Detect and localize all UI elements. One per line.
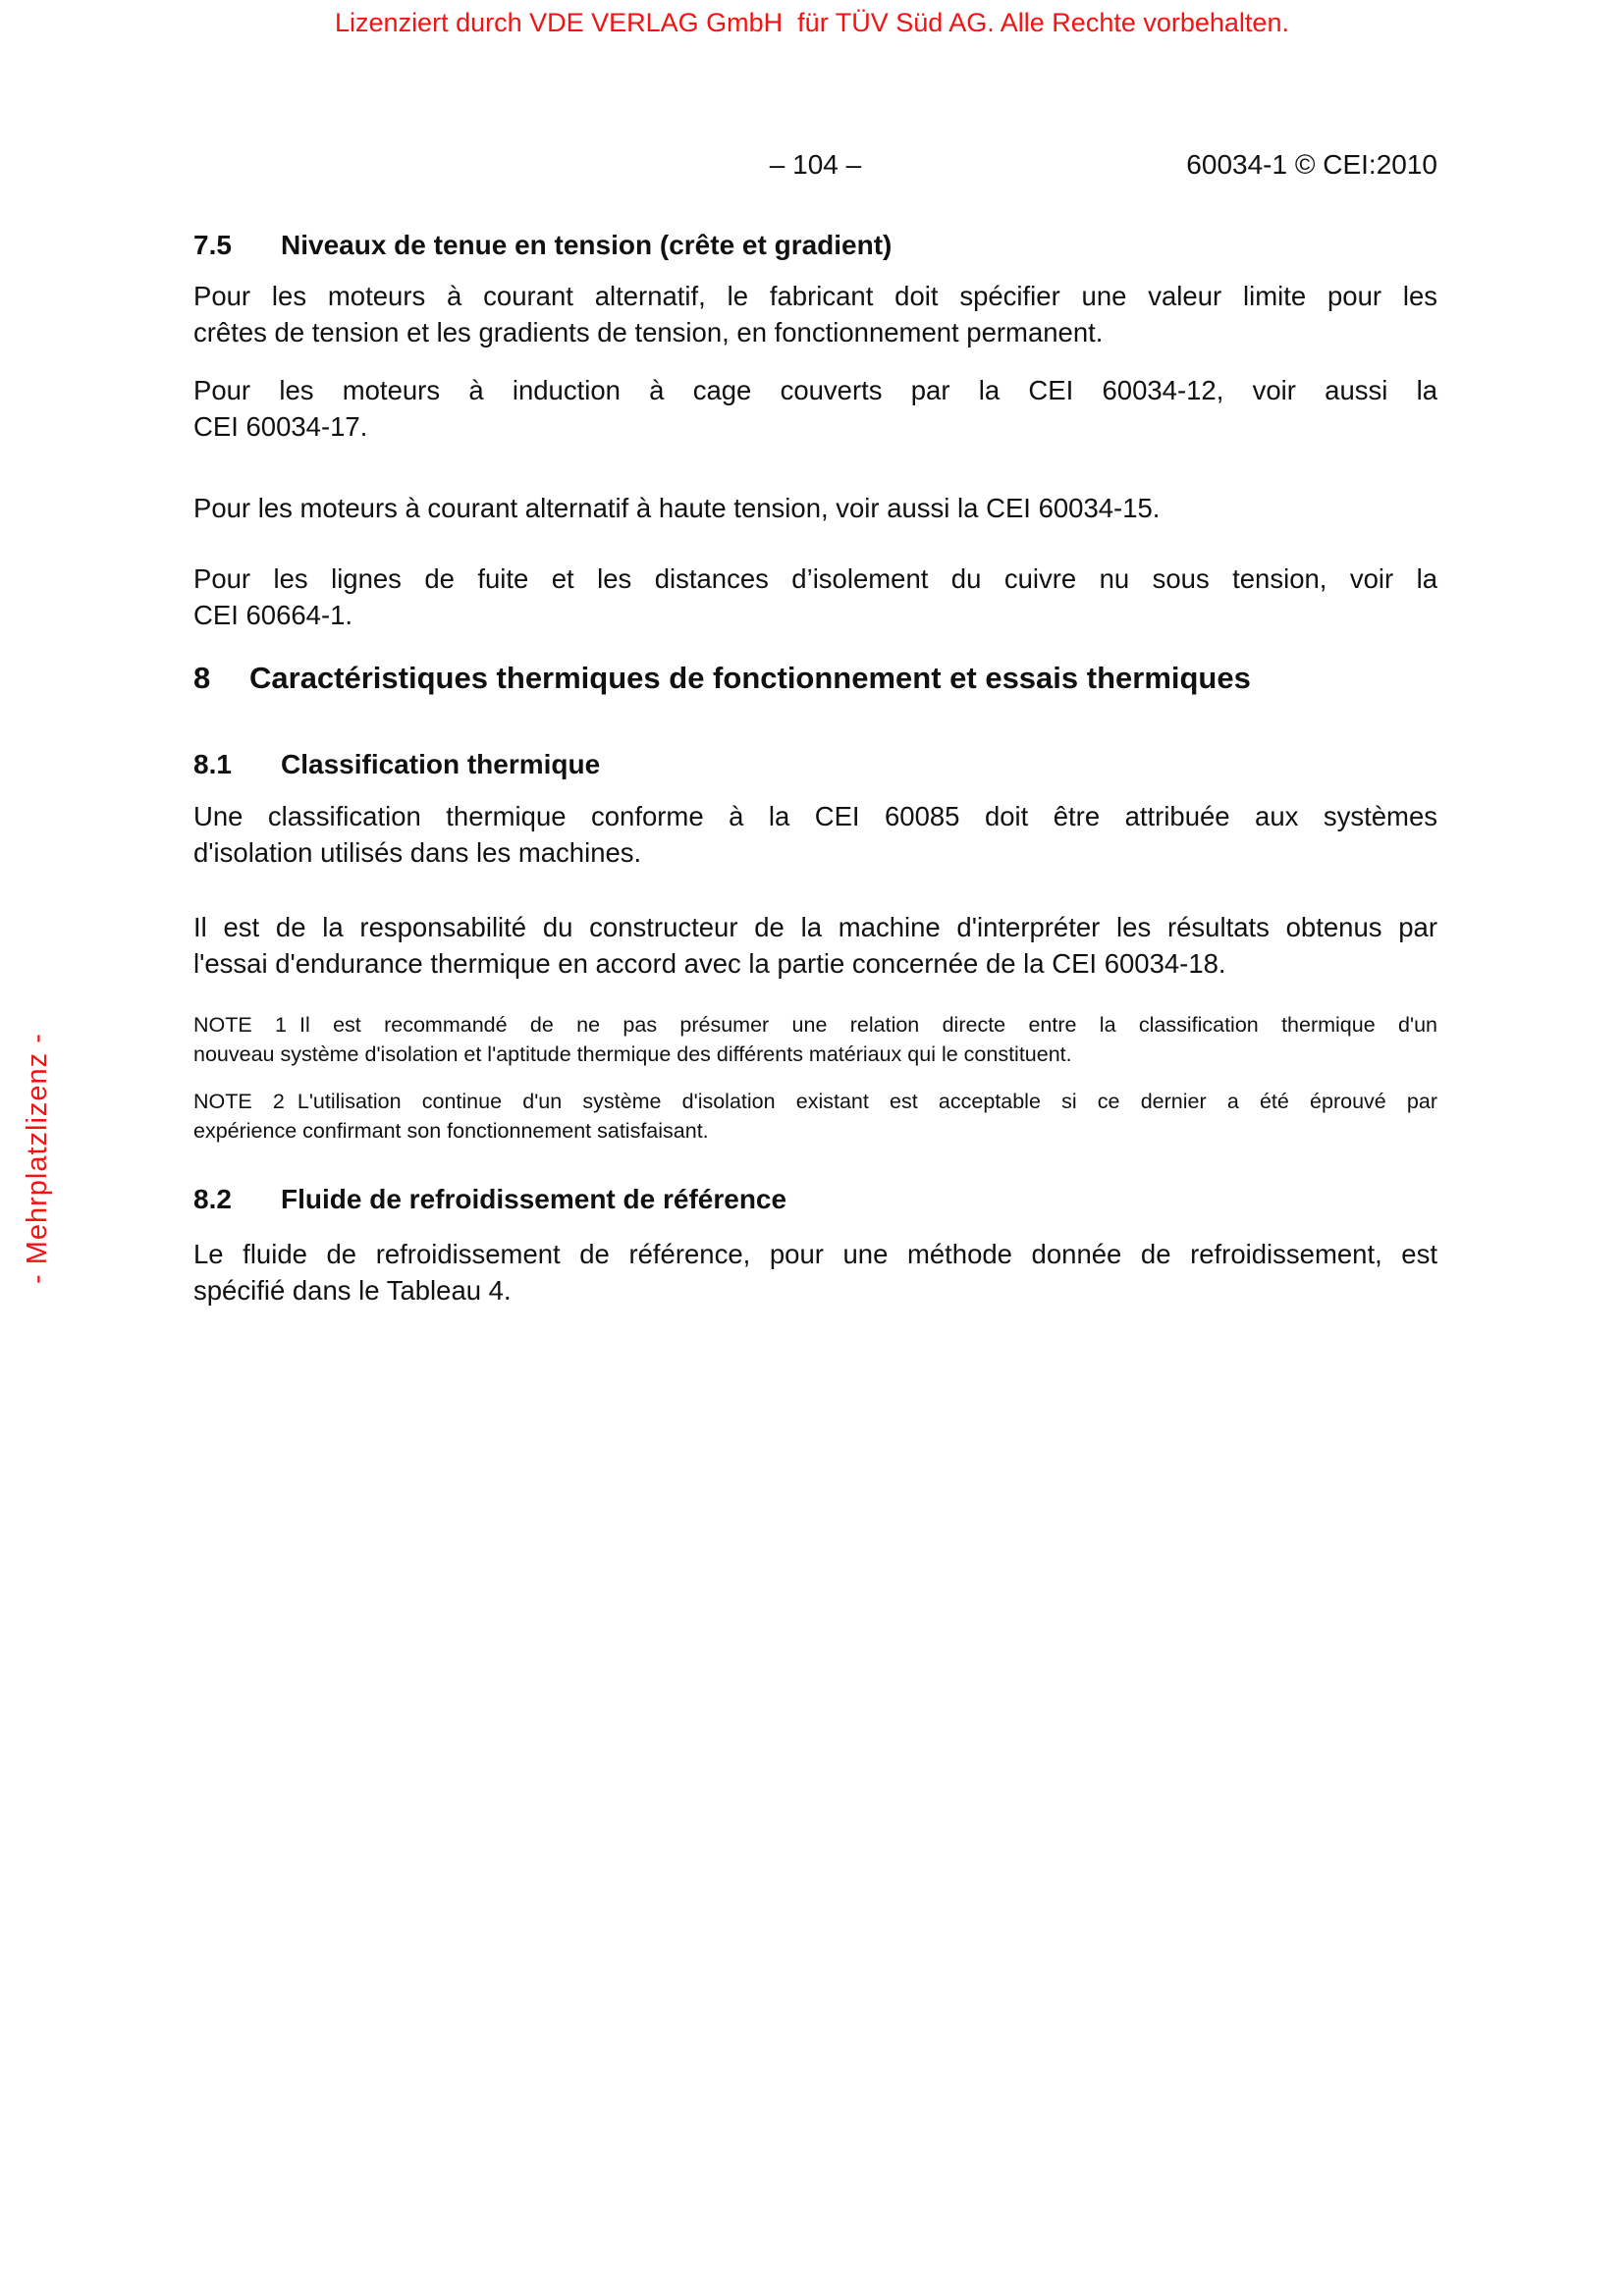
paragraph-line: CEI 60664-1. xyxy=(193,600,353,630)
paragraph-thermal-classification xyxy=(193,798,1437,871)
page-number: – 104 – xyxy=(769,149,862,180)
paragraph-line: Pour les moteurs à induction à cage couverts par la CEI 60034-12, voir aussi la xyxy=(193,375,1437,405)
heading-title: Fluide de refroidissement de référence xyxy=(281,1184,787,1214)
note-label: NOTE 1 xyxy=(193,1013,288,1037)
paragraph-line: d'isolation utilisés dans les machines. xyxy=(193,837,642,868)
note-line xyxy=(193,1087,1437,1116)
note-line: nouveau système d'isolation et l'aptitude thermique des différents matériaux qui le constituent. xyxy=(193,1042,1072,1066)
page-header xyxy=(193,149,1437,187)
license-banner: Lizenziert durch VDE VERLAG GmbH für TÜV Süd AG. Alle Rechte vorbehalten. xyxy=(335,8,1289,37)
section-heading-8-1 xyxy=(193,746,1437,783)
heading-title: Classification thermique xyxy=(281,749,601,779)
paragraph-reference-coolant xyxy=(193,1236,1437,1308)
paragraph-creepage-clearance xyxy=(193,561,1437,633)
heading-number: 7.5 xyxy=(193,230,232,260)
watermark-mehrplatzlizenz: - Mehrplatzlizenz - xyxy=(22,1033,53,1284)
paragraph-line: CEI 60034-17. xyxy=(193,411,368,442)
paragraph-line: spécifié dans le Tableau 4. xyxy=(193,1275,512,1306)
section-heading-8 xyxy=(193,659,1437,698)
note-1 xyxy=(193,1010,1437,1069)
note-label: NOTE 2 xyxy=(193,1090,285,1113)
paragraph-line: crêtes de tension et les gradients de tension, en fonctionnement permanent. xyxy=(193,317,1104,347)
heading-title: Niveaux de tenue en tension (crête et gradient) xyxy=(281,230,893,260)
note-2 xyxy=(193,1087,1437,1146)
paragraph-line: Pour les moteurs à courant alternatif à haute tension, voir aussi la CEI 60034-15. xyxy=(193,493,1161,523)
paragraph-voltage-limits xyxy=(193,278,1437,350)
paragraph-line: Il est de la responsabilité du constructeur de la machine d'interpréter les résultats obtenus par xyxy=(193,912,1437,942)
section-heading-7-5 xyxy=(193,227,1437,264)
paragraph-line: l'essai d'endurance thermique en accord avec la partie concernée de la CEI 60034-18. xyxy=(193,948,1226,979)
doc-reference: 60034-1 © CEI:2010 xyxy=(1186,149,1437,180)
paragraph-line: Pour les moteurs à courant alternatif, le fabricant doit spécifier une valeur limite pour les xyxy=(193,281,1437,311)
note-text: L'utilisation continue d'un système d'isolation existant est acceptable si ce dernier a été éprouvé par xyxy=(297,1090,1437,1113)
paragraph-line: Pour les lignes de fuite et les distances d’isolement du cuivre nu sous tension, voir la xyxy=(193,563,1437,594)
section-heading-8-2 xyxy=(193,1181,1437,1218)
paragraph-cage-induction-motors xyxy=(193,372,1437,445)
paragraph-line: Le fluide de refroidissement de référence, pour une méthode donnée de refroidissement, est xyxy=(193,1239,1437,1269)
heading-number: 8 xyxy=(193,661,211,695)
note-line: expérience confirmant son fonctionnement satisfaisant. xyxy=(193,1119,709,1143)
note-line xyxy=(193,1010,1437,1040)
heading-number: 8.2 xyxy=(193,1184,232,1214)
heading-title: Caractéristiques thermiques de fonctionnement et essais thermiques xyxy=(249,661,1251,695)
heading-number: 8.1 xyxy=(193,749,232,779)
paragraph-line: Une classification thermique conforme à la CEI 60085 doit être attribuée aux systèmes xyxy=(193,801,1437,831)
note-text: Il est recommandé de ne pas présumer une relation directe entre la classification thermique d'un xyxy=(299,1013,1437,1037)
paragraph-manufacturer-responsibility xyxy=(193,909,1437,982)
paragraph-high-voltage-motors xyxy=(193,490,1437,526)
